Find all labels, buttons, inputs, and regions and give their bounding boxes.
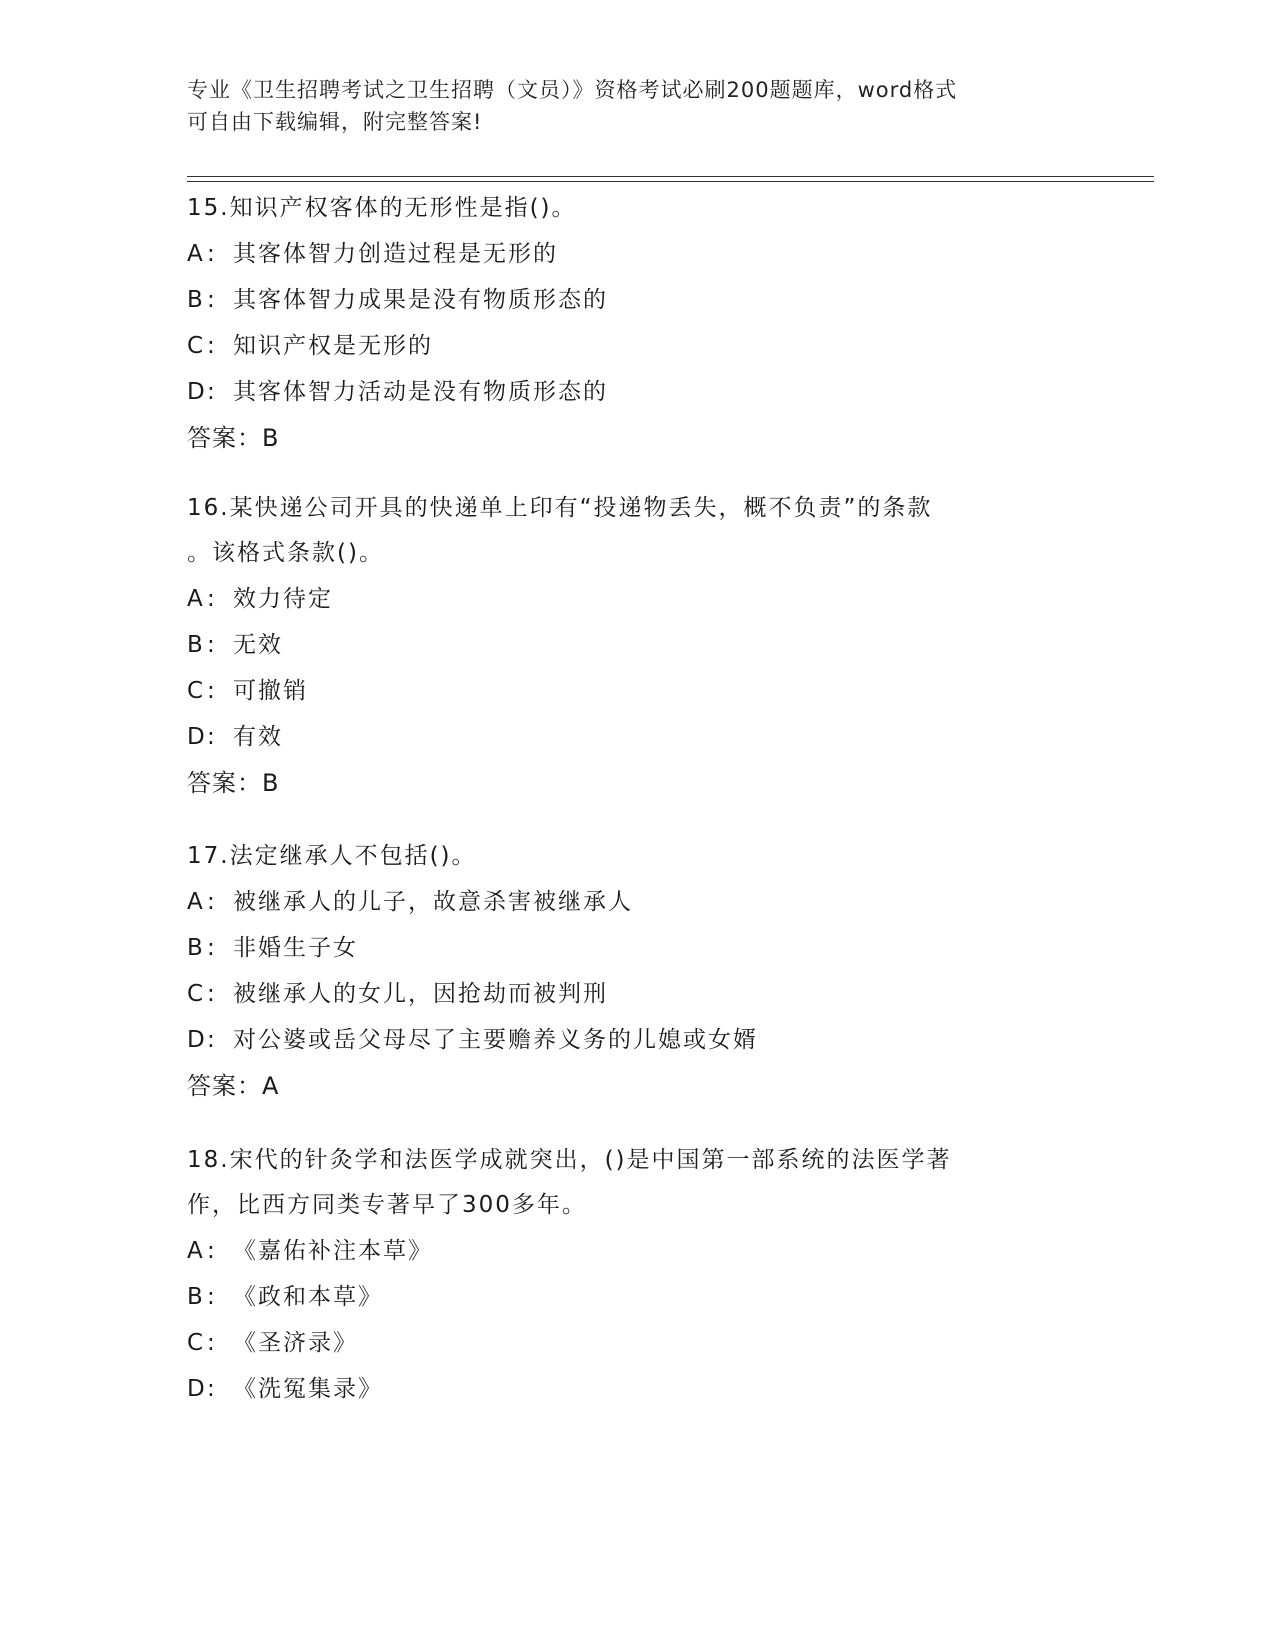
option-text: 《洗冤集录》 <box>233 1376 383 1402</box>
question-stem-line-2: 作，比西方同类专著早了300多年。 <box>187 1192 587 1218</box>
question-18 <box>187 1138 1107 1412</box>
option-text: 有效 <box>233 724 283 750</box>
question-stem: 15.知识产权客体的无形性是指()。 <box>187 195 577 221</box>
option-b: B: 《政和本草》 <box>187 1284 383 1310</box>
option-d: D: 《洗冤集录》 <box>187 1376 383 1402</box>
header-divider-bottom <box>187 181 1154 182</box>
question-16 <box>187 486 1107 806</box>
question-stem: 17.法定继承人不包括()。 <box>187 843 477 869</box>
option-text: 其客体智力活动是没有物质形态的 <box>233 379 608 405</box>
option-b: B: 无效 <box>187 632 283 658</box>
answer-line: 答案：B <box>187 424 280 452</box>
question-stem-line-1: 18.宋代的针灸学和法医学成就突出，()是中国第一部系统的法医学著 <box>187 1147 952 1173</box>
option-b: B: 其客体智力成果是没有物质形态的 <box>187 287 608 313</box>
option-a: A: 效力待定 <box>187 586 333 612</box>
option-c: C: 被继承人的女儿，因抢劫而被判刑 <box>187 981 608 1007</box>
header-line-1: 专业《卫生招聘考试之卫生招聘（文员）》资格考试必刷200题题库，word格式 <box>187 78 958 102</box>
option-d: D: 对公婆或岳父母尽了主要赡养义务的儿媳或女婿 <box>187 1027 758 1053</box>
option-text: 《圣济录》 <box>233 1330 358 1356</box>
option-text: 效力待定 <box>233 586 333 612</box>
question-stem-line-2: 。该格式条款()。 <box>187 540 384 566</box>
option-text: 知识产权是无形的 <box>233 333 433 359</box>
option-text: 其客体智力成果是没有物质形态的 <box>233 287 608 313</box>
option-c: C: 知识产权是无形的 <box>187 333 433 359</box>
option-a: A: 其客体智力创造过程是无形的 <box>187 241 558 267</box>
option-c: C: 可撤销 <box>187 678 308 704</box>
option-a: A: 《嘉佑补注本草》 <box>187 1238 433 1264</box>
answer-line: 答案：B <box>187 769 280 797</box>
question-17 <box>187 834 1107 1109</box>
option-text: 《政和本草》 <box>233 1284 383 1310</box>
option-text: 《嘉佑补注本草》 <box>233 1238 433 1264</box>
header-divider-top <box>187 176 1154 177</box>
question-15 <box>187 186 1107 461</box>
option-text: 对公婆或岳父母尽了主要赡养义务的儿媳或女婿 <box>233 1027 758 1053</box>
document-header <box>187 74 1087 138</box>
option-text: 非婚生子女 <box>233 935 358 961</box>
option-c: C: 《圣济录》 <box>187 1330 358 1356</box>
option-text: 其客体智力创造过程是无形的 <box>233 241 558 267</box>
option-text: 被继承人的儿子，故意杀害被继承人 <box>233 889 633 915</box>
option-text: 可撤销 <box>233 678 308 704</box>
option-text: 被继承人的女儿，因抢劫而被判刑 <box>233 981 608 1007</box>
question-stem-line-1: 16.某快递公司开具的快递单上印有“投递物丢失，概不负责”的条款 <box>187 495 933 521</box>
option-b: B: 非婚生子女 <box>187 935 358 961</box>
option-text: 无效 <box>233 632 283 658</box>
option-d: D: 其客体智力活动是没有物质形态的 <box>187 379 608 405</box>
option-a: A: 被继承人的儿子，故意杀害被继承人 <box>187 889 633 915</box>
option-d: D: 有效 <box>187 724 283 750</box>
answer-line: 答案：A <box>187 1072 280 1100</box>
header-line-2: 可自由下载编辑，附完整答案! <box>187 110 483 134</box>
